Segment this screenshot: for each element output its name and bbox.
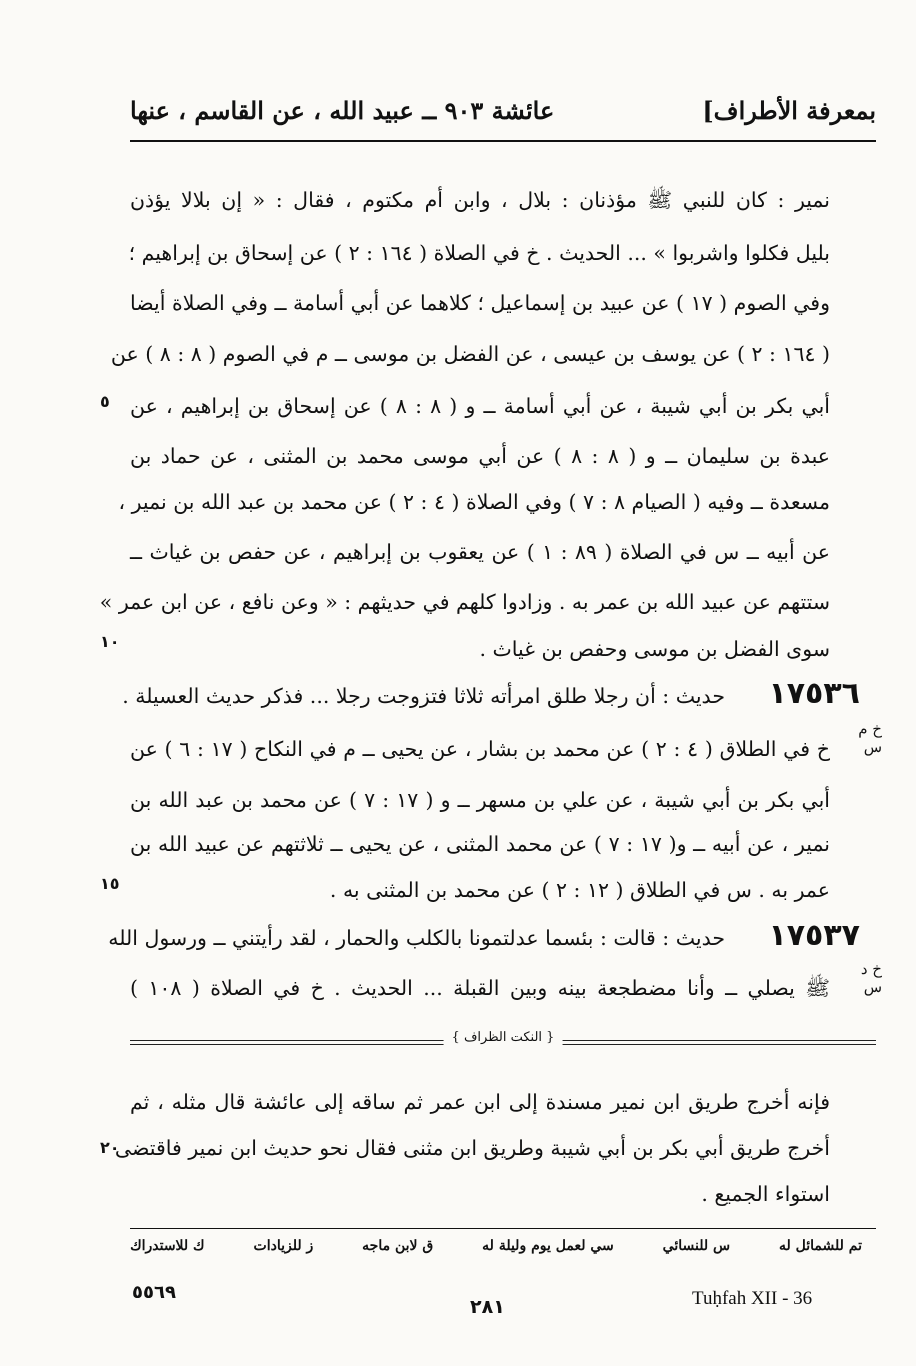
abbreviation: سي لعمل يوم وليلة له xyxy=(482,1238,614,1254)
abbreviation-key xyxy=(130,1238,862,1262)
volume-reference: Tuḥfah XII - 36 xyxy=(692,1288,813,1309)
note-line: فإنه أخرج طريق ابن نمير مسندة إلى ابن عمر ثم ساقه إلى عائشة قال مثله ، ثم xyxy=(130,1090,830,1114)
body-line: وفي الصوم ( ١٧ ) عن عبيد بن إسماعيل ؛ كلاهما عن أبي أسامة ــ وفي الصلاة أيضا xyxy=(130,291,830,315)
header-book-title: بمعرفة الأطراف] xyxy=(702,96,876,125)
hadith-text-line: أبي بكر بن أبي شيبة ، عن علي بن مسهر ــ و ( ١٧ : ٧ ) عن محمد بن عبد الله بن xyxy=(130,788,830,812)
note-line: أخرج طريق أبي بكر بن أبي شيبة وطريق ابن مثنى فقال نحو حديث ابن نمير فاقتضى xyxy=(114,1136,830,1160)
line-number: ١٥ xyxy=(100,874,120,893)
body-line: نمير : كان للنبي ﷺ مؤذنان : بلال ، وابن أم مكتوم ، فقال : « إن بلالا يؤذن xyxy=(130,188,830,212)
hadith-text-line: نمير ، عن أبيه ــ و( ١٧ : ٧ ) عن محمد المثنى ، عن يحيى ــ ثلاثتهم عن عبيد الله بن xyxy=(130,832,830,856)
page-code: ٥٥٦٩ xyxy=(132,1282,176,1303)
body-line: مسعدة ــ وفيه ( الصيام ٨ : ٧ ) وفي الصلاة ( ٤ : ٢ ) عن محمد بن عبد الله بن نمير ، xyxy=(118,490,830,514)
body-line: سوى الفضل بن موسى وحفص بن غياث . xyxy=(479,637,830,661)
nukat-divider xyxy=(130,1030,876,1052)
hadith-number: ١٧٥٣٦ xyxy=(768,676,860,711)
abbreviation: س للنسائي xyxy=(662,1238,731,1254)
hadith-sigla: خ م س xyxy=(858,720,882,756)
hadith-text-line: حديث : قالت : بئسما عدلتمونا بالكلب والحمار ، لقد رأيتني ــ ورسول الله xyxy=(108,926,725,950)
abbreviation: ق لابن ماجه xyxy=(362,1238,434,1254)
body-line: أبي بكر بن أبي شيبة ، عن أبي أسامة ــ و ( ٨ : ٨ ) عن إسحاق بن إبراهيم ، عن xyxy=(130,394,830,418)
note-line: استواء الجميع . xyxy=(701,1182,830,1206)
header-rule xyxy=(130,140,876,142)
hadith-sigla: خ د س xyxy=(860,960,882,996)
divider-label: { النكت الظراف } xyxy=(444,1030,563,1045)
hadith-text-line: ﷺ يصلي ــ وأنا مضطجعة بينه وبين القبلة ... الحديث . خ في الصلاة ( ١٠٨ ) xyxy=(130,976,830,1000)
body-line: عبدة بن سليمان ــ و ( ٨ : ٨ ) عن أبي موسى محمد بن المثنى ، عن حماد بن xyxy=(130,444,830,468)
body-line: ( ١٦٤ : ٢ ) عن يوسف بن عيسى ، عن الفضل بن موسى ــ م في الصوم ( ٨ : ٨ ) عن xyxy=(110,342,830,366)
abbreviation: ز للزيادات xyxy=(253,1238,314,1254)
abbreviation: ك للاستدراك xyxy=(130,1238,205,1254)
hadith-text-line: عمر به . س في الطلاق ( ١٢ : ٢ ) عن محمد بن المثنى به . xyxy=(329,878,830,902)
hadith-text-line: حديث : أن رجلا طلق امرأته ثلاثا فتزوجت رجلا ... فذكر حديث العسيلة . xyxy=(122,684,725,708)
page-number: ٢٨١ xyxy=(470,1296,505,1318)
body-line: عن أبيه ــ س في الصلاة ( ٨٩ : ١ ) عن يعقوب بن إبراهيم ، عن حفص بن غياث ــ xyxy=(130,540,830,564)
hadith-text-line: خ في الطلاق ( ٤ : ٢ ) عن محمد بن بشار ، عن يحيى ــ م في النكاح ( ١٧ : ٦ ) عن xyxy=(130,737,830,761)
abbreviation: تم للشمائل له xyxy=(779,1238,862,1254)
hadith-number: ١٧٥٣٧ xyxy=(768,918,860,953)
body-line: ستتهم عن عبيد الله بن عمر به . وزادوا كلهم في حديثهم : « وعن نافع ، عن ابن عمر » xyxy=(99,590,830,614)
footer-rule xyxy=(130,1228,876,1229)
line-number: ١٠ xyxy=(100,632,120,651)
running-header xyxy=(130,96,876,136)
header-section-title: عائشة ٩٠٣ ــ عبيد الله ، عن القاسم ، عنها xyxy=(130,96,555,125)
body-line: بليل فكلوا واشربوا » ... الحديث . خ في الصلاة ( ١٦٤ : ٢ ) عن إسحاق بن إبراهيم ؛ xyxy=(128,241,830,265)
line-number: ٢٠ xyxy=(100,1138,120,1157)
line-number: ٥ xyxy=(100,392,110,411)
